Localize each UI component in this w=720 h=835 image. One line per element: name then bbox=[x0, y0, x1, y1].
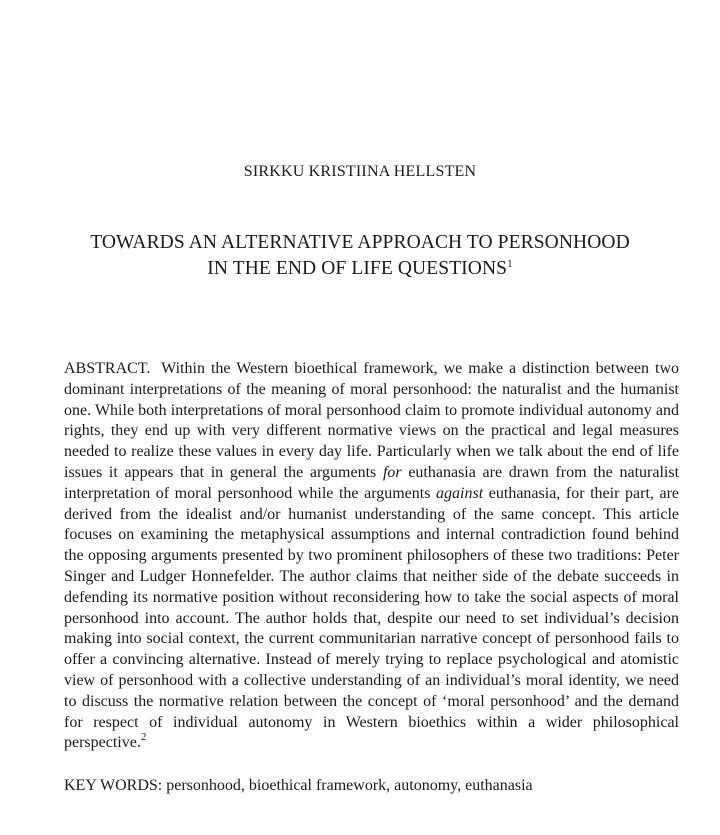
abstract-footnote-marker[interactable]: 2 bbox=[140, 731, 147, 744]
abstract-text-3: euthanasia, for their part, are derived from the idealist and/or humanist understanding of the same concept. This article focuses on examining the metaphysical assumptions and internal contradiction found behind the opposing arguments presented by two prominent philosophers of these two traditions: Peter Singer and Ludger Honnefelder. The author claims that neither side of the debate succeeds in defending its normative position without reconsidering how to take the social aspects of moral personhood into account. The author holds that, despite our need to set individual’s decision making into social context, the current communitarian narrative concept of personhood fails to offer a convincing alternative. Instead of merely trying to replace psychological and atomistic view of personhood with a collective understanding of an individual’s moral identity, we need to discuss the normative relation between the concept of ‘moral personhood’ and the demand for respect of individual autonomy in Western bioethics within a wider philosophical perspective. bbox=[64, 484, 680, 752]
author-name: SIRKKU KRISTIINA HELLSTEN bbox=[243, 163, 477, 180]
keywords bbox=[64, 776, 679, 796]
abstract-text-2: euthanasia are drawn from the naturalist interpretation of moral personhood while the arguments bbox=[64, 463, 680, 502]
paper-title bbox=[0, 230, 720, 282]
title-line-2: IN THE END OF LIFE QUESTIONS bbox=[207, 258, 508, 279]
title-line-1: TOWARDS AN ALTERNATIVE APPROACH TO PERSONHOOD bbox=[90, 232, 630, 253]
abstract-emphasis-for: for bbox=[382, 463, 402, 481]
keywords-terms: personhood, bioethical framework, autonomy, euthanasia bbox=[166, 777, 533, 794]
abstract-emphasis-against: against bbox=[436, 484, 484, 502]
abstract-label: ABSTRACT. bbox=[64, 360, 151, 377]
title-footnote-marker[interactable]: 1 bbox=[507, 258, 513, 270]
keywords-label: KEY WORDS: bbox=[64, 777, 163, 794]
abstract bbox=[64, 359, 679, 754]
abstract-text-1: Within the Western bioethical framework, we make a distinction between two dominant interpretations of the meaning of moral personhood: the naturalist and the humanist one. While both interpretations of moral personhood claim to promote individual autonomy and rights, they end up with very different normative views on the practical and legal measures needed to realize these values in every day life. Particularly when we talk about the end of life issues it appears that in general the arguments bbox=[64, 360, 679, 481]
